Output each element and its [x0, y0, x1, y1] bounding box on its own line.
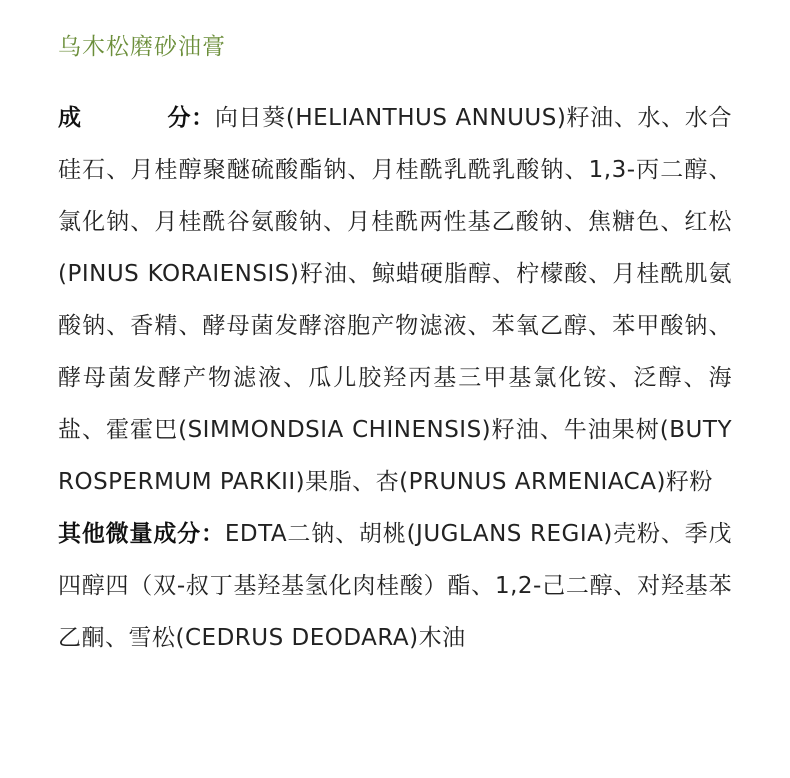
ingredients-text: 向日葵(HELIANTHUS ANNUUS)籽油、水、水合硅石、月桂醇聚醚硫酸酯钠、月桂酰乳酰乳酸钠、1,3-丙二醇、氯化钠、月桂酰谷氨酸钠、月桂酰两性基乙酸钠、焦糖色、红松(PINUS KORAIENSIS)籽油、鲸蜡硬脂醇、柠檬酸、月桂酰肌氨酸钠、香精、酵母菌发酵溶胞产物滤液、苯氧乙醇、苯甲酸钠、酵母菌发酵产物滤液、瓜儿胶羟丙基三甲基氯化铵、泛醇、海盐、霍霍巴(SIMMONDSIA CHINENSIS)籽油、牛油果树(BUTYROSPERMUM PARKII)果脂、杏(PRUNUS ARMENIACA)籽粉: [58, 105, 733, 495]
product-title: 乌木松磨砂油膏: [58, 34, 226, 60]
trace-ingredients-section: [58, 508, 732, 664]
trace-ingredients-separator: ：: [201, 521, 225, 547]
ingredients-section: [58, 92, 732, 508]
ingredients-label: 成分: [58, 105, 191, 131]
trace-ingredients-text: EDTA二钠、胡桃(JUGLANS REGIA)壳粉、季戊四醇四（双-叔丁基羟基氢化肉桂酸）酯、1,2-己二醇、对羟基苯乙酮、雪松(CEDRUS DEODARA)木油: [58, 521, 733, 651]
trace-ingredients-label: 其他微量成分: [58, 521, 201, 547]
ingredients-separator: ：: [191, 105, 215, 131]
